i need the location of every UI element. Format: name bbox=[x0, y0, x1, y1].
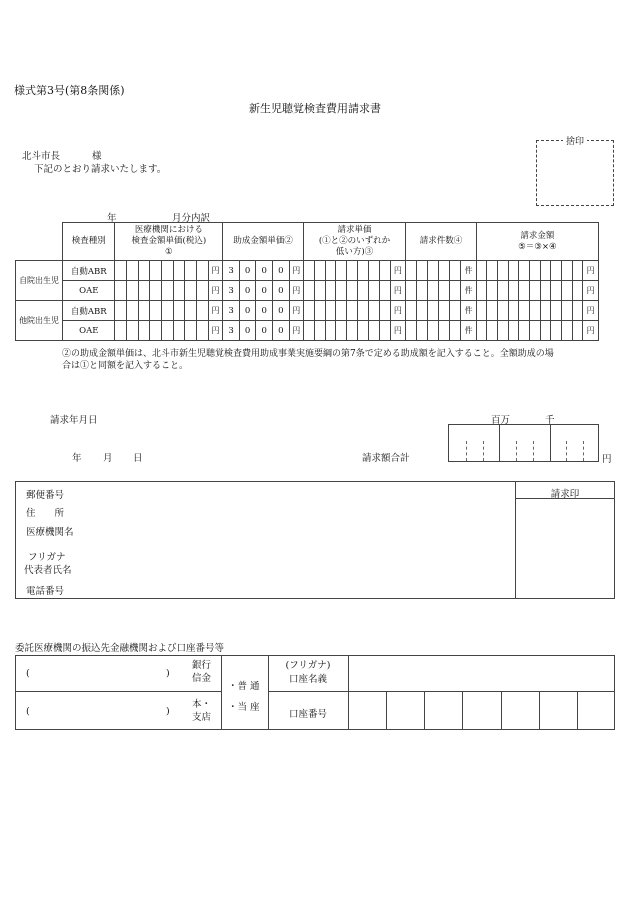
claim-count-digit[interactable] bbox=[439, 321, 450, 341]
claim-amount-digit[interactable] bbox=[540, 301, 551, 321]
unit-price-digit[interactable] bbox=[162, 281, 174, 301]
claim-amount-digit[interactable] bbox=[530, 321, 541, 341]
group-label: 自院出生児 bbox=[16, 261, 63, 301]
bank-section-title: 委託医療機関の振込先金融機関および口座番号等 bbox=[15, 643, 225, 654]
claim-count-digit[interactable] bbox=[428, 301, 439, 321]
claim-amount-digit[interactable] bbox=[498, 301, 509, 321]
claim-unit-digit[interactable] bbox=[303, 301, 314, 321]
claim-amount-digit[interactable] bbox=[508, 301, 519, 321]
claim-amount-digit[interactable] bbox=[540, 261, 551, 281]
account-number-digit-cell[interactable] bbox=[349, 692, 385, 729]
claim-month-label: 月 bbox=[103, 453, 113, 464]
claim-unit-digit[interactable] bbox=[379, 261, 390, 281]
claim-year-label: 年 bbox=[72, 453, 82, 464]
claim-unit-yen: 円 bbox=[390, 281, 405, 301]
claim-unit-digit[interactable] bbox=[336, 301, 347, 321]
claim-amount-yen: 円 bbox=[583, 321, 599, 341]
header-subsidy-price: 助成金額単価② bbox=[223, 223, 304, 261]
claim-amount-digit[interactable] bbox=[476, 301, 487, 321]
claim-count-ken: 件 bbox=[461, 321, 476, 341]
subsidy-digit: 0 bbox=[272, 261, 289, 281]
claim-unit-yen: 円 bbox=[390, 301, 405, 321]
claim-amount-digit[interactable] bbox=[519, 281, 530, 301]
claim-count-ken: 件 bbox=[461, 281, 476, 301]
unit-price-digit[interactable] bbox=[150, 261, 162, 281]
claim-count-digit[interactable] bbox=[450, 321, 461, 341]
unit-price-digit[interactable] bbox=[162, 301, 174, 321]
claim-unit-digit[interactable] bbox=[336, 261, 347, 281]
claim-unit-digit[interactable] bbox=[369, 281, 380, 301]
claim-unit-digit[interactable] bbox=[314, 321, 325, 341]
claim-count-digit[interactable] bbox=[406, 301, 417, 321]
bank-type-bank: 銀行 bbox=[192, 660, 212, 671]
claim-amount-digit[interactable] bbox=[498, 261, 509, 281]
header-unit-price-line-2: 検査金額単価(税込) bbox=[131, 236, 207, 246]
address-label: 住 所 bbox=[26, 508, 65, 519]
claim-unit-digit[interactable] bbox=[358, 321, 369, 341]
total-digit-separator bbox=[466, 441, 467, 461]
claim-unit-digit[interactable] bbox=[379, 321, 390, 341]
account-holder-label: 口座名義 bbox=[288, 674, 327, 685]
header-unit-price bbox=[115, 223, 223, 261]
claim-count-digit[interactable] bbox=[439, 261, 450, 281]
bank-name-field[interactable] bbox=[36, 660, 164, 688]
unit-price-digit[interactable] bbox=[127, 261, 139, 281]
period-month-label: 月分内訳 bbox=[172, 213, 211, 224]
claim-amount-digit[interactable] bbox=[508, 281, 519, 301]
claim-amount-digit[interactable] bbox=[572, 261, 583, 281]
account-type-ordinary[interactable]: ・普 通 bbox=[228, 681, 260, 692]
breakdown-header-row bbox=[16, 223, 599, 261]
unit-price-yen: 円 bbox=[208, 261, 222, 281]
claim-amount-digit[interactable] bbox=[508, 321, 519, 341]
branch-type-main: 本・ bbox=[192, 699, 212, 710]
claim-unit-digit[interactable] bbox=[314, 301, 325, 321]
subsidy-digit: 3 bbox=[223, 301, 240, 321]
claim-count-ken: 件 bbox=[461, 301, 476, 321]
claim-amount-digit[interactable] bbox=[519, 301, 530, 321]
claim-amount-digit[interactable] bbox=[476, 321, 487, 341]
form-number: 様式第3号(第8条関係) bbox=[14, 84, 125, 97]
header-claim-amount-line-2: ⑤＝③×④ bbox=[518, 241, 557, 252]
unit-price-digit[interactable] bbox=[138, 281, 150, 301]
claim-unit-digit[interactable] bbox=[369, 261, 380, 281]
discard-seal-box[interactable] bbox=[536, 137, 614, 206]
claim-amount-digit[interactable] bbox=[572, 301, 583, 321]
claim-amount-yen: 円 bbox=[583, 261, 599, 281]
claim-amount-yen: 円 bbox=[583, 281, 599, 301]
account-number-digit-cell[interactable] bbox=[463, 692, 499, 729]
subsidy-digit: 0 bbox=[239, 321, 256, 341]
claim-amount-digit[interactable] bbox=[530, 301, 541, 321]
account-holder-field[interactable] bbox=[349, 656, 614, 690]
header-claim-count: 請求件数④ bbox=[406, 223, 477, 261]
claim-amount-digit[interactable] bbox=[530, 281, 541, 301]
unit-price-digit[interactable] bbox=[138, 261, 150, 281]
branch-name-field[interactable] bbox=[36, 697, 164, 725]
header-claim-amount-line-1: 請求金額 bbox=[520, 230, 555, 241]
period-year-label: 年 bbox=[107, 213, 117, 224]
total-major-separator bbox=[499, 425, 500, 461]
claim-count-digit[interactable] bbox=[406, 281, 417, 301]
claim-amount-digit[interactable] bbox=[519, 321, 530, 341]
unit-price-digit[interactable] bbox=[173, 261, 185, 281]
claim-count-digit[interactable] bbox=[428, 321, 439, 341]
claim-amount-digit[interactable] bbox=[561, 321, 572, 341]
unit-price-digit[interactable] bbox=[127, 321, 139, 341]
page-title: 新生児聴覚検査費用請求書 bbox=[249, 102, 381, 115]
breakdown-table bbox=[15, 222, 599, 341]
claim-amount-digit[interactable] bbox=[487, 281, 498, 301]
claim-amount-digit[interactable] bbox=[551, 281, 562, 301]
unit-price-yen: 円 bbox=[208, 321, 222, 341]
breakdown-note-line2: 合は①と同額を記入すること。 bbox=[62, 361, 189, 371]
header-claim-amount bbox=[476, 223, 598, 261]
claim-amount-digit[interactable] bbox=[530, 261, 541, 281]
claim-amount-digit[interactable] bbox=[487, 301, 498, 321]
claim-unit-digit[interactable] bbox=[369, 321, 380, 341]
claim-amount-digit[interactable] bbox=[551, 261, 562, 281]
claim-amount-digit[interactable] bbox=[498, 321, 509, 341]
claim-amount-yen: 円 bbox=[583, 301, 599, 321]
claim-amount-digit[interactable] bbox=[561, 301, 572, 321]
bank-type-credit: 信金 bbox=[192, 673, 212, 684]
claim-count-digit[interactable] bbox=[417, 321, 428, 341]
discard-seal-label: 捨印 bbox=[563, 137, 587, 147]
subsidy-digit: 0 bbox=[239, 261, 256, 281]
test-type-cell: OAE bbox=[63, 321, 115, 341]
total-digit-separator bbox=[533, 441, 534, 461]
claim-amount-digit[interactable] bbox=[561, 281, 572, 301]
subsidy-digit: 0 bbox=[256, 301, 273, 321]
seal-area[interactable] bbox=[516, 499, 614, 598]
claim-count-ken: 件 bbox=[461, 261, 476, 281]
claim-amount-digit[interactable] bbox=[519, 261, 530, 281]
claim-unit-digit[interactable] bbox=[347, 261, 358, 281]
header-unit-price-line-1: 医療機関における bbox=[134, 225, 203, 235]
subsidy-digit: 0 bbox=[272, 321, 289, 341]
addressee-honorific: 様 bbox=[92, 151, 102, 162]
unit-price-digit[interactable] bbox=[138, 321, 150, 341]
claim-amount-digit[interactable] bbox=[476, 261, 487, 281]
subsidy-yen: 円 bbox=[289, 301, 303, 321]
claim-amount-digit[interactable] bbox=[540, 321, 551, 341]
claim-day-label: 日 bbox=[133, 453, 143, 464]
account-number-label: 口座番号 bbox=[288, 709, 327, 720]
unit-price-digit[interactable] bbox=[138, 301, 150, 321]
unit-price-digit[interactable] bbox=[150, 281, 162, 301]
claim-unit-digit[interactable] bbox=[358, 281, 369, 301]
claim-unit-digit[interactable] bbox=[303, 281, 314, 301]
total-major-separator bbox=[550, 425, 551, 461]
thousand-marker: 千 bbox=[545, 415, 555, 426]
subsidy-digit: 0 bbox=[272, 301, 289, 321]
claim-unit-yen: 円 bbox=[390, 261, 405, 281]
addressee-mayor: 北斗市長 bbox=[22, 151, 61, 162]
unit-price-digit[interactable] bbox=[197, 321, 209, 341]
claim-date-label: 請求年月日 bbox=[50, 415, 98, 426]
subsidy-yen: 円 bbox=[289, 281, 303, 301]
account-number-digit-cell[interactable] bbox=[540, 692, 576, 729]
claim-amount-digit[interactable] bbox=[572, 281, 583, 301]
unit-price-digit[interactable] bbox=[197, 281, 209, 301]
breakdown-note-line1: ②の助成金額単価は、北斗市新生児聴覚検査費用助成事業実施要綱の第7条で定める助成額を記入すること。全額助成の場 bbox=[62, 349, 554, 359]
claim-unit-digit[interactable] bbox=[325, 321, 336, 341]
subsidy-digit: 0 bbox=[239, 301, 256, 321]
test-type-cell: 自動ABR bbox=[63, 301, 115, 321]
billing-seal-label: 請求印 bbox=[550, 489, 580, 500]
unit-price-digit[interactable] bbox=[197, 261, 209, 281]
claim-count-digit[interactable] bbox=[439, 281, 450, 301]
claim-unit-digit[interactable] bbox=[347, 321, 358, 341]
total-amount-box[interactable] bbox=[448, 424, 599, 462]
unit-price-digit[interactable] bbox=[115, 281, 127, 301]
test-type-cell: OAE bbox=[63, 281, 115, 301]
claim-amount-digit[interactable] bbox=[540, 281, 551, 301]
total-digit-separator bbox=[483, 441, 484, 461]
header-test-type: 検査種別 bbox=[63, 223, 115, 261]
group-label: 他院出生児 bbox=[16, 301, 63, 341]
header-claim-unit-line-3: 低い方)③ bbox=[335, 247, 374, 257]
subsidy-digit: 3 bbox=[223, 281, 240, 301]
claim-amount-digit[interactable] bbox=[572, 321, 583, 341]
unit-price-digit[interactable] bbox=[127, 301, 139, 321]
unit-price-digit[interactable] bbox=[115, 301, 127, 321]
million-marker: 百万 bbox=[491, 415, 511, 426]
claim-amount-digit[interactable] bbox=[476, 281, 487, 301]
branch-paren-open: ( bbox=[26, 706, 30, 717]
total-digit-separator bbox=[583, 441, 584, 461]
claim-unit-digit[interactable] bbox=[325, 261, 336, 281]
claim-unit-digit[interactable] bbox=[314, 261, 325, 281]
breakdown-row bbox=[16, 281, 599, 301]
unit-price-digit[interactable] bbox=[115, 321, 127, 341]
subsidy-digit: 0 bbox=[239, 281, 256, 301]
account-type-checking[interactable]: ・当 座 bbox=[228, 702, 260, 713]
subsidy-yen: 円 bbox=[289, 321, 303, 341]
postal-code-label: 郵便番号 bbox=[26, 490, 65, 501]
claim-unit-digit[interactable] bbox=[336, 281, 347, 301]
unit-price-digit[interactable] bbox=[185, 281, 197, 301]
claim-count-digit[interactable] bbox=[417, 261, 428, 281]
total-digit-separator bbox=[516, 441, 517, 461]
claim-unit-digit[interactable] bbox=[314, 281, 325, 301]
claim-amount-digit[interactable] bbox=[498, 281, 509, 301]
claim-amount-digit[interactable] bbox=[508, 261, 519, 281]
breakdown-row bbox=[16, 321, 599, 341]
unit-price-digit[interactable] bbox=[162, 321, 174, 341]
header-claim-unit-line-1: 請求単価 bbox=[337, 225, 372, 235]
claim-count-digit[interactable] bbox=[428, 281, 439, 301]
test-type-cell: 自動ABR bbox=[63, 261, 115, 281]
unit-price-digit[interactable] bbox=[162, 261, 174, 281]
furigana-label: フリガナ bbox=[28, 552, 66, 563]
unit-price-digit[interactable] bbox=[173, 281, 185, 301]
claim-unit-digit[interactable] bbox=[303, 261, 314, 281]
claim-unit-yen: 円 bbox=[390, 321, 405, 341]
claim-unit-digit[interactable] bbox=[379, 281, 390, 301]
header-claim-unit-line-2: (①と②のいずれか bbox=[318, 236, 391, 246]
claim-unit-digit[interactable] bbox=[369, 301, 380, 321]
claim-count-digit[interactable] bbox=[439, 301, 450, 321]
account-number-digit-cell[interactable] bbox=[502, 692, 538, 729]
unit-price-yen: 円 bbox=[208, 301, 222, 321]
account-number-digit-cell[interactable] bbox=[425, 692, 461, 729]
unit-price-digit[interactable] bbox=[197, 301, 209, 321]
account-holder-furigana-label: (フリガナ) bbox=[285, 660, 331, 671]
claim-amount-digit[interactable] bbox=[487, 321, 498, 341]
header-claim-unit bbox=[303, 223, 405, 261]
total-digit-separator bbox=[566, 441, 567, 461]
account-number-digit-cell[interactable] bbox=[578, 692, 614, 729]
claim-unit-digit[interactable] bbox=[358, 301, 369, 321]
branch-type-branch: 支店 bbox=[192, 712, 212, 723]
subsidy-digit: 3 bbox=[223, 261, 240, 281]
header-blank-cell bbox=[16, 223, 63, 261]
claim-unit-digit[interactable] bbox=[325, 301, 336, 321]
subsidy-digit: 0 bbox=[256, 321, 273, 341]
claim-unit-digit[interactable] bbox=[303, 321, 314, 341]
claim-count-digit[interactable] bbox=[417, 301, 428, 321]
branch-paren-close: ) bbox=[166, 706, 170, 717]
claim-unit-digit[interactable] bbox=[325, 281, 336, 301]
bank-paren-open: ( bbox=[26, 668, 30, 679]
claim-amount-digit[interactable] bbox=[487, 261, 498, 281]
total-amount-label: 請求額合計 bbox=[362, 453, 410, 464]
subsidy-digit: 0 bbox=[256, 281, 273, 301]
total-yen-unit: 円 bbox=[602, 454, 612, 465]
breakdown-row bbox=[16, 261, 599, 281]
unit-price-digit[interactable] bbox=[127, 281, 139, 301]
account-number-digit-cell[interactable] bbox=[387, 692, 423, 729]
institution-name-label: 医療機関名 bbox=[26, 527, 74, 538]
claim-count-digit[interactable] bbox=[406, 321, 417, 341]
claim-unit-digit[interactable] bbox=[358, 261, 369, 281]
claim-count-digit[interactable] bbox=[450, 301, 461, 321]
claim-amount-digit[interactable] bbox=[551, 301, 562, 321]
unit-price-digit[interactable] bbox=[173, 321, 185, 341]
claim-amount-digit[interactable] bbox=[551, 321, 562, 341]
subsidy-digit: 0 bbox=[256, 261, 273, 281]
claim-count-digit[interactable] bbox=[450, 281, 461, 301]
claim-count-digit[interactable] bbox=[406, 261, 417, 281]
unit-price-yen: 円 bbox=[208, 281, 222, 301]
intro-text: 下記のとおり請求いたします。 bbox=[34, 164, 167, 175]
unit-price-digit[interactable] bbox=[115, 261, 127, 281]
claim-count-digit[interactable] bbox=[450, 261, 461, 281]
unit-price-digit[interactable] bbox=[185, 301, 197, 321]
claim-amount-digit[interactable] bbox=[561, 261, 572, 281]
phone-label: 電話番号 bbox=[26, 586, 65, 597]
subsidy-digit: 0 bbox=[272, 281, 289, 301]
subsidy-yen: 円 bbox=[289, 261, 303, 281]
breakdown-row bbox=[16, 301, 599, 321]
representative-label: 代表者氏名 bbox=[24, 565, 72, 576]
unit-price-digit[interactable] bbox=[173, 301, 185, 321]
claim-count-digit[interactable] bbox=[428, 261, 439, 281]
claim-unit-digit[interactable] bbox=[347, 301, 358, 321]
header-unit-price-line-3: ① bbox=[165, 247, 173, 257]
claim-unit-digit[interactable] bbox=[379, 301, 390, 321]
subsidy-digit: 3 bbox=[223, 321, 240, 341]
unit-price-digit[interactable] bbox=[185, 321, 197, 341]
bank-paren-close: ) bbox=[166, 668, 170, 679]
claim-count-digit[interactable] bbox=[417, 281, 428, 301]
unit-price-digit[interactable] bbox=[185, 261, 197, 281]
unit-price-digit[interactable] bbox=[150, 321, 162, 341]
claim-unit-digit[interactable] bbox=[347, 281, 358, 301]
claim-unit-digit[interactable] bbox=[336, 321, 347, 341]
unit-price-digit[interactable] bbox=[150, 301, 162, 321]
